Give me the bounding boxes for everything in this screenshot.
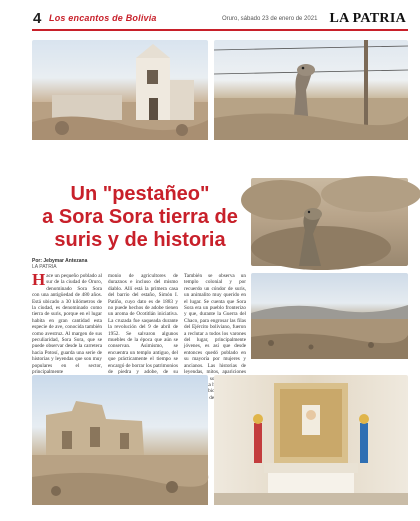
column-1-text: ace un pequeño poblado al sur de la ciudad de Oruro, denominado Sora Sora con una antigüedad de 480 años. Está ubicado a 30 kilómetros de la ciudad, es denominado como tierra de suris, porque en el lugar habita en gran cantidad esta especie de ave, conocida también como avestruz. Al margen de sus peculiaridad, Sora Sora, que se puede observar desde la carretera hacia Potosí, guarda una serie de historias y leyendas que son muy populares en el sector, principalmente (32, 273, 102, 376)
drop-cap: H (32, 270, 46, 289)
landscape-photo (251, 273, 408, 359)
article-column-3: También se observa un templo colonial y por recuerdo un cóndor de suris, un animalito muy querido en el lugar. Se cuenta que Sora Sora era un pueblo fronterizo y que, durante la Guerra del Chaco, para engrosar las filas del Ejército boliviano, fueron a reclutar a todos los varones del lugar, principalmente jóvenes, es así que desde entonces quedó poblado en su mayoría por mujeres y ancianos. Las historias de leyendas, mitos, apariciones de (184, 273, 246, 401)
suri-fence-photo (214, 40, 408, 140)
newspaper-logo: LA PATRIA (329, 11, 406, 26)
ruins-photo (32, 375, 208, 505)
header-rule (32, 29, 408, 31)
page-number: 4 (33, 10, 42, 27)
headline-line-2: a Sora Sora tierra de (42, 206, 238, 228)
headline-line-3: suris y de historia (54, 229, 226, 251)
headline-line-1: Un "pestañeo" (70, 183, 210, 205)
byline-outlet: LA PATRIA (32, 264, 57, 270)
section-title: Los encantos de Bolivia (49, 13, 157, 23)
byline-author: Por: Jebymar Antezana (32, 258, 88, 264)
article-column-1 (32, 270, 102, 376)
page-header (0, 10, 420, 30)
article-column-2: monio de agricultores de duraznos e incluso del mismo diablo. Allí está la primera casa del barrio del estaño, Simón I. Patiño, cuyo dato es de 1883 y no puede hechos de adobe tienen un aroma de Ocotitlán iniciativa. La cruzada fue saqueada durante la revolución del 9 de abril de 1952. Se salvaron algunos muebles de la época que aún se conservan. Asimismo, se encuentra un templo antiguo, del que prácticamente el tiempo se encargó de borrar los patrimonios de piedra y adobe, de su (108, 273, 178, 376)
church-photo (32, 40, 208, 140)
altar-photo (214, 375, 408, 505)
suri-rocks-photo (251, 178, 408, 266)
issue-date: Oruro, sábado 23 de enero de 2021 (222, 16, 318, 22)
